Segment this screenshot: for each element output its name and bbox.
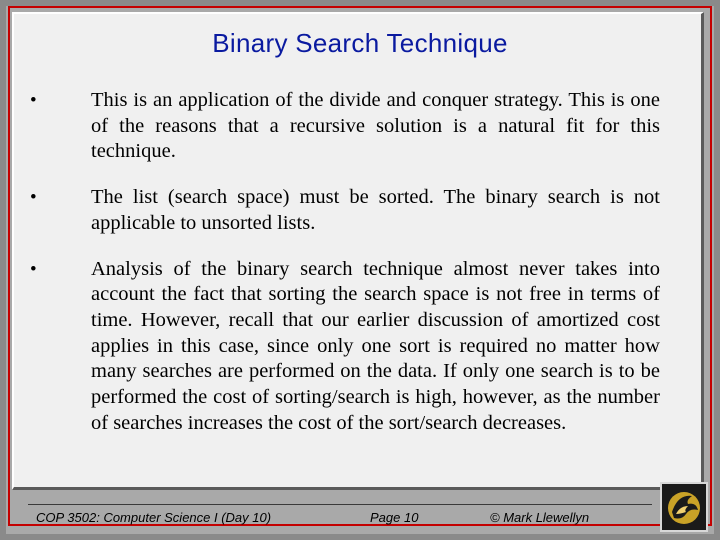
bullet-item bbox=[30, 88, 660, 165]
bullet-dot-icon: • bbox=[30, 187, 37, 209]
bullet-dot-icon: • bbox=[30, 258, 37, 280]
bullet-list bbox=[30, 88, 660, 456]
bullet-item bbox=[30, 257, 660, 437]
bullet-text: The list (search space) must be sorted. The binary search is not applicable to unsorted lists. bbox=[91, 186, 660, 234]
footer-course-label: COP 3502: Computer Science I (Day 10) bbox=[36, 510, 272, 525]
footer-author: © Mark Llewellyn bbox=[490, 510, 590, 525]
bullet-item bbox=[30, 185, 660, 236]
footer-divider bbox=[28, 504, 652, 505]
bullet-text: Analysis of the binary search technique almost never takes into account the fact that sorting the search space is not free in terms of time. However, recall that our earlier discussion of amortized cost applies in this case, since only one sort is required no matter how many searches are performed on the data. If only one search is to be performed the cost of sorting/search is high, however, as the number of searches increases the cost of the sort/search decreases. bbox=[91, 257, 660, 434]
logo-graphic bbox=[662, 484, 706, 530]
slide-footer bbox=[0, 500, 720, 540]
slide-title: Binary Search Technique bbox=[212, 28, 508, 58]
ucf-pegasus-logo-icon bbox=[660, 482, 708, 532]
bullet-dot-icon: • bbox=[30, 90, 37, 111]
footer-page-number: Page 10 bbox=[370, 510, 419, 525]
bullet-text: This is an application of the divide and conquer strategy. This is one of the reasons that a recursive solution is a natural fit for this technique. bbox=[91, 89, 660, 163]
